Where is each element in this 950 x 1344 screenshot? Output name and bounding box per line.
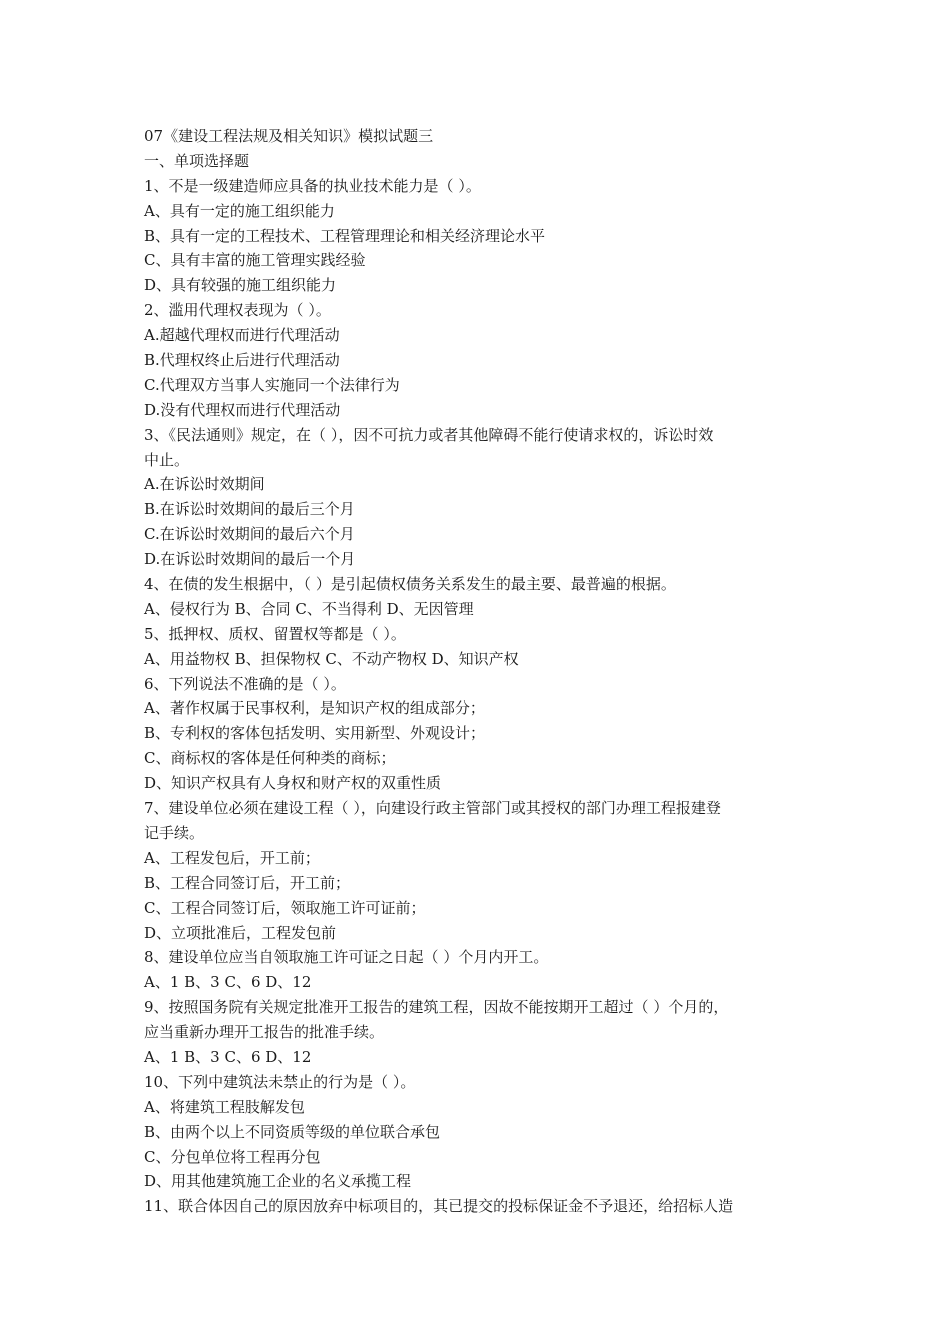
text-line: A、1 B、3 C、6 D、12	[144, 973, 312, 992]
text-line: B、具有一定的工程技术、工程管理理论和相关经济理论水平	[144, 226, 546, 245]
text-line: B、专利权的客体包括发明、实用新型、外观设计；	[144, 724, 486, 743]
text-line: D、用其他建筑施工企业的名义承揽工程	[144, 1172, 412, 1191]
text-line: 记手续。	[144, 823, 205, 842]
text-line: A、1 B、3 C、6 D、12	[144, 1047, 312, 1066]
text-line: A、将建筑工程肢解发包	[144, 1097, 305, 1116]
text-line: C、商标权的客体是任何种类的商标；	[144, 749, 396, 768]
text-line: D、知识产权具有人身权和财产权的双重性质	[144, 774, 442, 793]
text-line: D.没有代理权而进行代理活动	[144, 400, 341, 419]
text-line: 应当重新办理开工报告的批准手续。	[144, 1023, 385, 1042]
text-line: C.在诉讼时效期间的最后六个月	[144, 525, 355, 544]
document-body	[144, 124, 814, 1219]
text-line: B.在诉讼时效期间的最后三个月	[144, 500, 355, 519]
text-line: A、用益物权 B、担保物权 C、不动产物权 D、知识产权	[144, 649, 519, 668]
text-line: A.超越代理权而进行代理活动	[144, 326, 340, 345]
text-line: A、侵权行为 B、合同 C、不当得利 D、无因管理	[144, 599, 474, 618]
text-line: 4、在债的发生根据中，（ ）是引起债权债务关系发生的最主要、最普遍的根据。	[144, 575, 676, 594]
text-line: B、工程合同签订后，开工前；	[144, 873, 351, 892]
text-line: 1、不是一级建造师应具备的执业技术能力是（ ）。	[144, 176, 481, 195]
text-line: 5、抵押权、质权、留置权等都是（ ）。	[144, 624, 406, 643]
text-line: A、著作权属于民事权利，是知识产权的组成部分；	[144, 699, 485, 718]
text-line: C、工程合同签订后，领取施工许可证前；	[144, 898, 426, 917]
text-line: D、具有较强的施工组织能力	[144, 276, 337, 295]
section-heading: 一、单项选择题	[144, 151, 250, 170]
text-line: 10、下列中建筑法未禁止的行为是（ ）。	[144, 1072, 416, 1091]
text-line: C.代理双方当事人实施同一个法律行为	[144, 375, 400, 394]
text-line: D、立项批准后，工程发包前	[144, 923, 337, 942]
document-title: 07《建设工程法规及相关知识》模拟试题三	[144, 127, 434, 145]
text-line: D.在诉讼时效期间的最后一个月	[144, 550, 356, 569]
text-line: C、分包单位将工程再分包	[144, 1147, 321, 1166]
text-line: 11、联合体因自己的原因放弃中标项目的，其已提交的投标保证金不予退还，给招标人造	[144, 1197, 734, 1216]
text-line: C、具有丰富的施工管理实践经验	[144, 251, 366, 270]
text-line: A、具有一定的施工组织能力	[144, 201, 335, 220]
text-line: A、工程发包后，开工前；	[144, 848, 320, 867]
text-line: 7、建设单位必须在建设工程（ ），向建设行政主管部门或其授权的部门办理工程报建登	[144, 799, 721, 818]
text-line: 中止。	[144, 450, 190, 469]
text-line: 8、建设单位应当自领取施工许可证之日起（ ）个月内开工。	[144, 948, 549, 967]
text-line: A.在诉讼时效期间	[144, 475, 265, 494]
text-line: B.代理权终止后进行代理活动	[144, 351, 340, 370]
text-line: 9、按照国务院有关规定批准开工报告的建筑工程，因故不能按期开工超过（ ）个月的，	[144, 998, 729, 1017]
text-line: 6、下列说法不准确的是（ ）。	[144, 674, 346, 693]
text-line: 2、滥用代理权表现为（ ）。	[144, 301, 331, 320]
text-line: B、由两个以上不同资质等级的单位联合承包	[144, 1122, 441, 1141]
text-line: 3、《民法通则》规定，在（ ），因不可抗力或者其他障碍不能行使请求权的，诉讼时效	[144, 425, 714, 444]
